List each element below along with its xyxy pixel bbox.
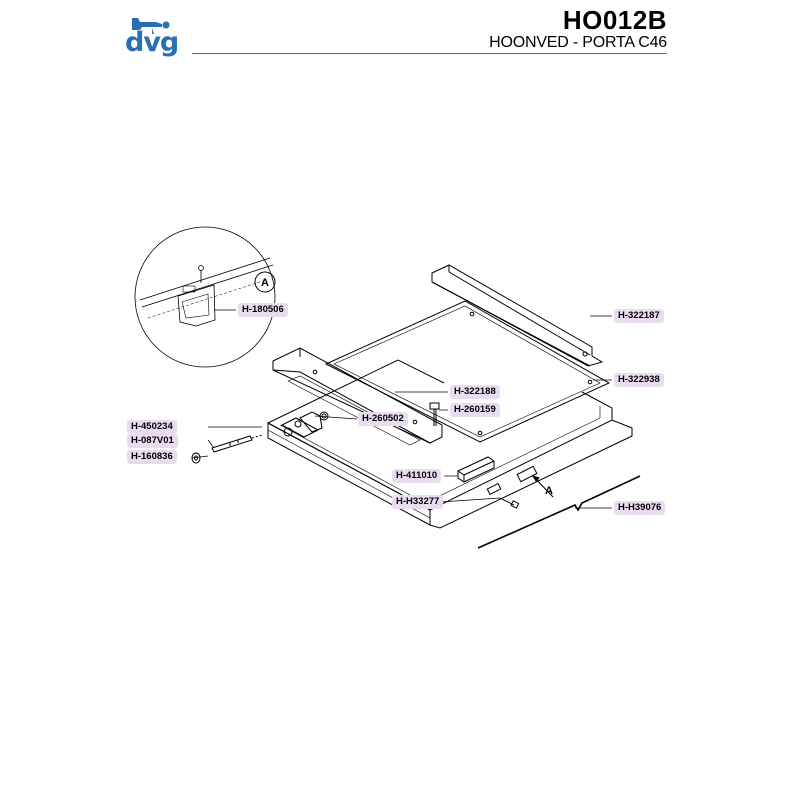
hinge-bracket-part xyxy=(282,412,328,437)
part-label-322188: H-322188 xyxy=(450,385,500,399)
part-label-160836: H-160836 xyxy=(127,450,177,464)
part-label-h33277: H-H33277 xyxy=(392,495,443,509)
brand-logo-text: dvg xyxy=(125,27,179,58)
part-label-260502: H-260502 xyxy=(358,412,408,426)
part-label-411010: H-411010 xyxy=(392,469,441,483)
part-label-260159: H-260159 xyxy=(450,403,500,417)
part-label-450234: H-450234 xyxy=(127,420,177,434)
pin-part xyxy=(212,435,262,452)
detail-arrow-letter: A xyxy=(545,485,553,497)
part-label-087v01: H-087V01 xyxy=(127,434,178,448)
part-label-322187: H-322187 xyxy=(614,309,664,323)
diagram-code: HO012B xyxy=(562,5,667,35)
left-strip-part xyxy=(273,348,442,445)
part-label-h39076: H-H39076 xyxy=(614,501,665,515)
part-label-322938: H-322938 xyxy=(614,373,664,387)
diagram-subtitle: HOONVED - PORTA C46 xyxy=(489,34,667,51)
screw-h33277 xyxy=(500,498,519,508)
part-label-180506: H-180506 xyxy=(238,303,288,317)
detail-a-view xyxy=(135,227,275,367)
detail-callout-letter: A xyxy=(261,277,269,289)
top-strip-part xyxy=(432,265,602,366)
